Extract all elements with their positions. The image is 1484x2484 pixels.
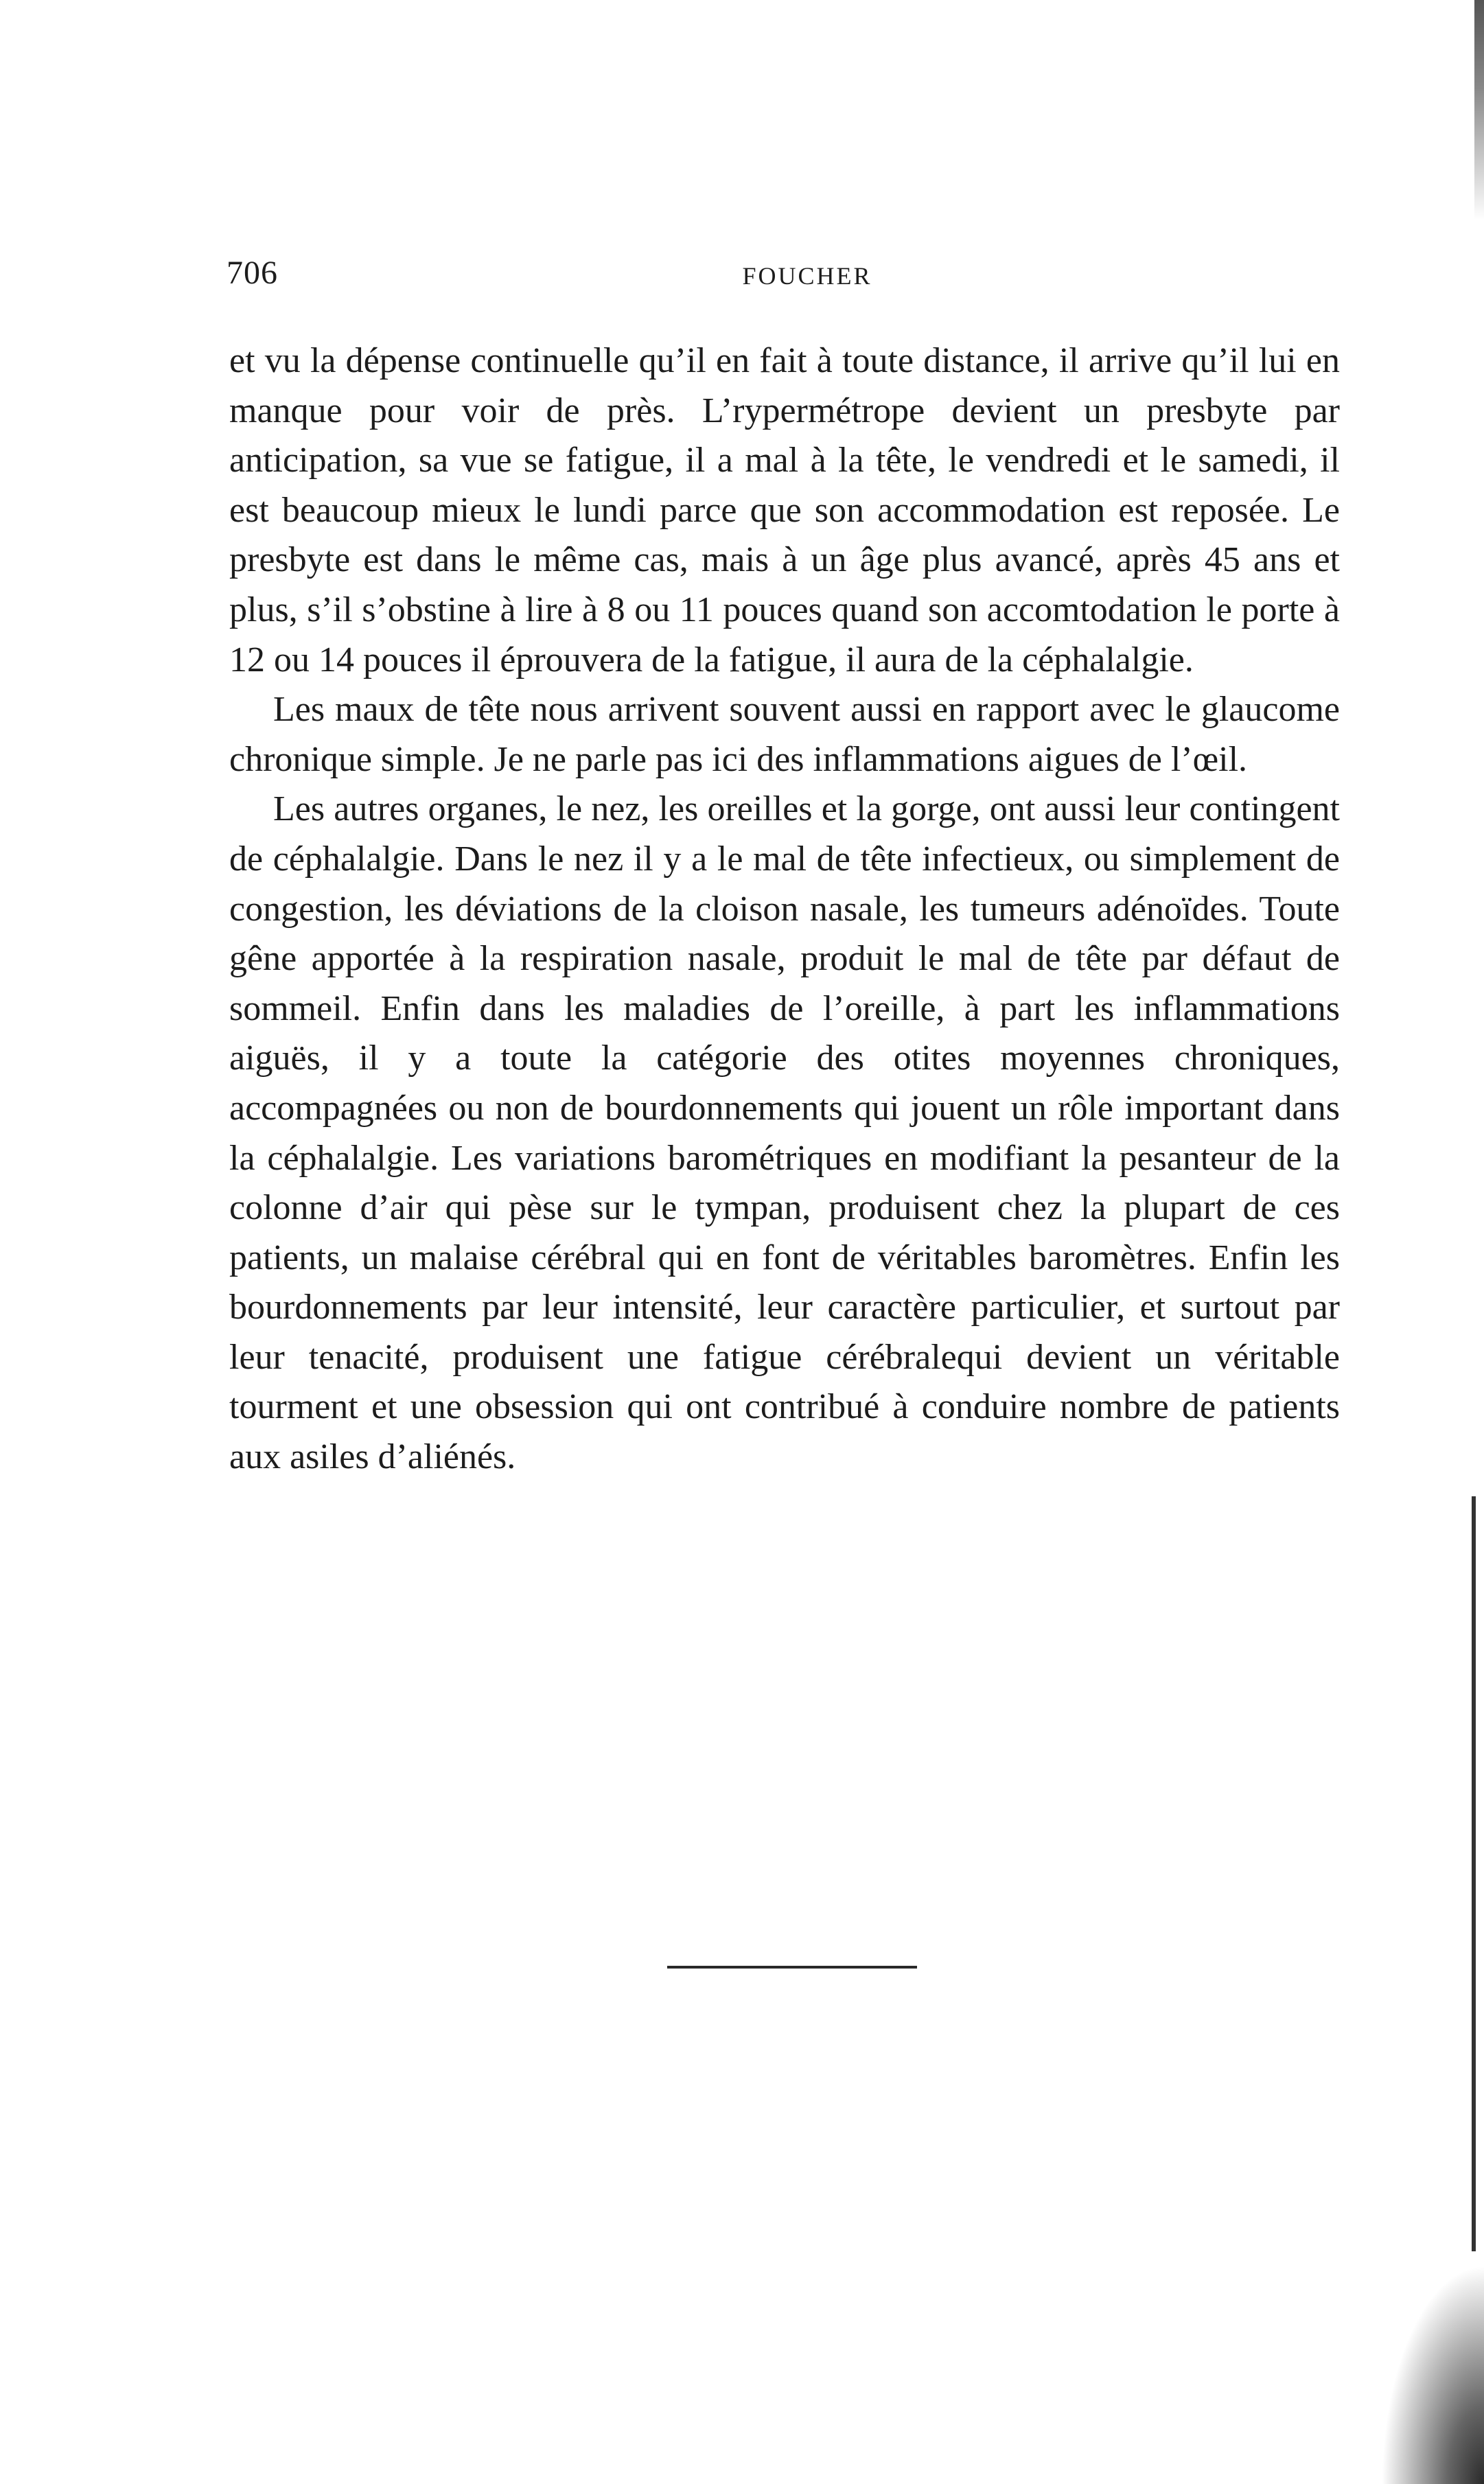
paragraph-other-organs: Les autres organes, le nez, les oreilles et la gorge, ont aussi leur contingent de céphalalgie. Dans le nez il y a le mal de tête infectieux, ou simplement de congestion, les déviations de la cloison nasale, les tumeurs adénoïdes. Toute gêne apportée à la respiration nasale, produit le mal de tête par défaut de sommeil. Enfin dans les maladies de l’oreille, à part les inflammations aiguës, il y a toute la catégorie des otites moyennes chroniques, accompagnées ou non de bourdonnements qui jouent un rôle important dans la céphalalgie. Les variations barométriques en modifiant la pesanteur de la colonne d’air qui pèse sur le tympan, produisent chez la plupart de ces patients, un malaise cérébral qui en font de véritables baromètres. Enfin les bourdonnements par leur intensité, leur caractère particulier, et surtout par leur tenacité, produisent une fatigue cérébralequi devient un véritable tourment et une obsession qui ont contribué à conduire nombre de patients aux asiles d’aliénés. (229, 789, 1340, 1477)
page-edge-shadow-bottom (1381, 2264, 1484, 2484)
running-head (227, 253, 1347, 294)
paragraph-continued: et vu la dépense continuelle qu’il en fait à toute distance, il arrive qu’il lui en manque pour voir de près. L’rypermétrope devient un presbyte par anticipation, sa vue se fatigue, il a mal à la tête, le vendredi et le samedi, il est beaucoup mieux le lundi parce que son accommodation est reposée. Le presbyte est dans le même cas, mais à un âge plus avancé, après 45 ans et plus, s’il s’obstine à lire à 8 ou 11 pouces quand son accomtodation le porte à 12 ou 14 pouces il éprouvera de la fatigue, il aura de la céphalalgie. (229, 341, 1340, 680)
page-number: 706 (227, 255, 278, 291)
paragraph-glaucoma: Les maux de tête nous arrivent souvent aussi en rapport avec le glaucome chronique simple. Je ne parle pas ici des inflammations aigues de l’œil. (229, 690, 1340, 779)
page-edge-line (1472, 1496, 1476, 2251)
page-edge-shadow-top (1474, 0, 1484, 220)
running-title: FOUCHER (742, 262, 872, 290)
body-text (229, 336, 1340, 1483)
end-rule (667, 1966, 917, 1969)
